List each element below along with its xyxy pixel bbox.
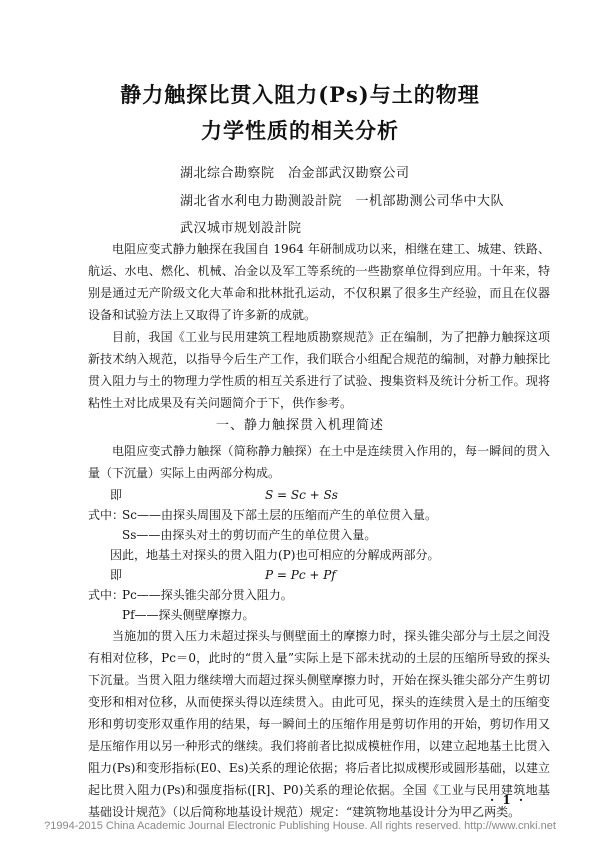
paper-title-line-2: 力学性质的相关分析: [201, 118, 399, 143]
paragraph-mechanism-1: 电阻应变式静力触探（简称静力触探）在土中是连续贯入作用的，每一瞬间的贯入量（下沉量）实际上由两部分构成。: [88, 444, 550, 480]
formula-s: S = Sc + Ss: [265, 488, 338, 502]
author-affiliation-2: 湖北省水利电力勘测設計院 一机部勘测公司华中大队: [180, 194, 505, 209]
paragraph-decompose: 因此，地基土对探头的贯入阻力(P)也可相应的分解成两部分。: [110, 548, 440, 562]
paragraph-intro-1: 电阻应变式静力触探在我国自 1964 年研制成功以来，相继在建工、城建、铁路、航运、水电、燃化、机械、冶金以及军工等系统的一些勘察单位得到应用。十年来，特别是通过无产阶级文化大革命和批林批孔运动，不仅积累了很多生产经验，而且在仪器设备和试验方法上又取得了许多新的成就。: [88, 242, 550, 322]
shizhong-label-1: 式中：: [88, 508, 125, 522]
ji-label-2: 即: [110, 568, 123, 582]
paragraph-mechanism-2: 当施加的贯入压力未超过探头与侧壁面土的摩擦力时，探头锥尖部分与土层之间没有相对位移，Pc＝0，此时的“贯入量”实际上是下部未扰动的土层的压缩所导致的探头下沉量。当贯入阻力继续增大而超过探头侧壁摩擦力时，开始在探头锥尖部分产生剪切变形和相对位移，从而使探头得以连续贯入。由此可见，探头的连续贯入是土的压缩变形和剪切变形双重作用的结果，每一瞬间土的压缩作用是剪切作用的开始，剪切作用又是压缩作用以另一种形式的继续。我们将前者比拟成模桩作用，以建立起地基土比贯入阻力(Ps)和变形指标(E0、Es)关系的理论依据；将后者比拟成楔形或圆形基础，以建立起比贯入阻力(Ps)和强度指标([R]、P0)关系的理论依据。全国《工业与民用建筑地基基础设计规范》（以后简称地基设计规范）规定：“建筑物地基设计分为甲乙两类。: [88, 629, 550, 819]
paper-title-line-1: 静力触探比贯入阻力(Ps)与土的物理: [120, 82, 480, 107]
formula-p: P = Pc + Pf: [265, 568, 336, 582]
copyright-footer: ?1994-2015 China Academic Journal Electronic Publishing House. All rights reserved. http://www.cnki.net: [44, 820, 556, 832]
definition-pf: Pf——探头侧壁摩擦力。: [122, 608, 255, 622]
paragraph-intro-2: 目前，我国《工业与民用建筑工程地质勘察规范》正在编制，为了把静力触探这项新技术纳入规范，以指导今后生产工作，我们联合小组配合规范的编制，对静力触探比贯入阻力与土的物理力学性质的相互关系进行了试验、搜集资料及统计分析工作。现将粘性土对比成果及有关问题简介于下，供作参考。: [88, 330, 550, 410]
definition-sc: Sc——由探头周围及下部土层的压缩而产生的单位贯入量。: [122, 508, 437, 522]
definition-ss: Ss——由探头对土的剪切而产生的单位贯入量。: [122, 528, 377, 542]
section-heading-1: 一、静力触探贯入机理简述: [215, 418, 384, 433]
author-affiliation-3: 武汉城市规划設計院: [180, 221, 302, 236]
shizhong-label-2: 式中：: [88, 588, 125, 602]
page-number: · 1 ·: [490, 793, 526, 807]
definition-pc: Pc——探头锥尖部分贯入阻力。: [122, 588, 293, 602]
ji-label-1: 即: [110, 488, 123, 502]
author-affiliation-1: 湖北综合勘察院 冶金部武汉勘察公司: [180, 166, 410, 181]
